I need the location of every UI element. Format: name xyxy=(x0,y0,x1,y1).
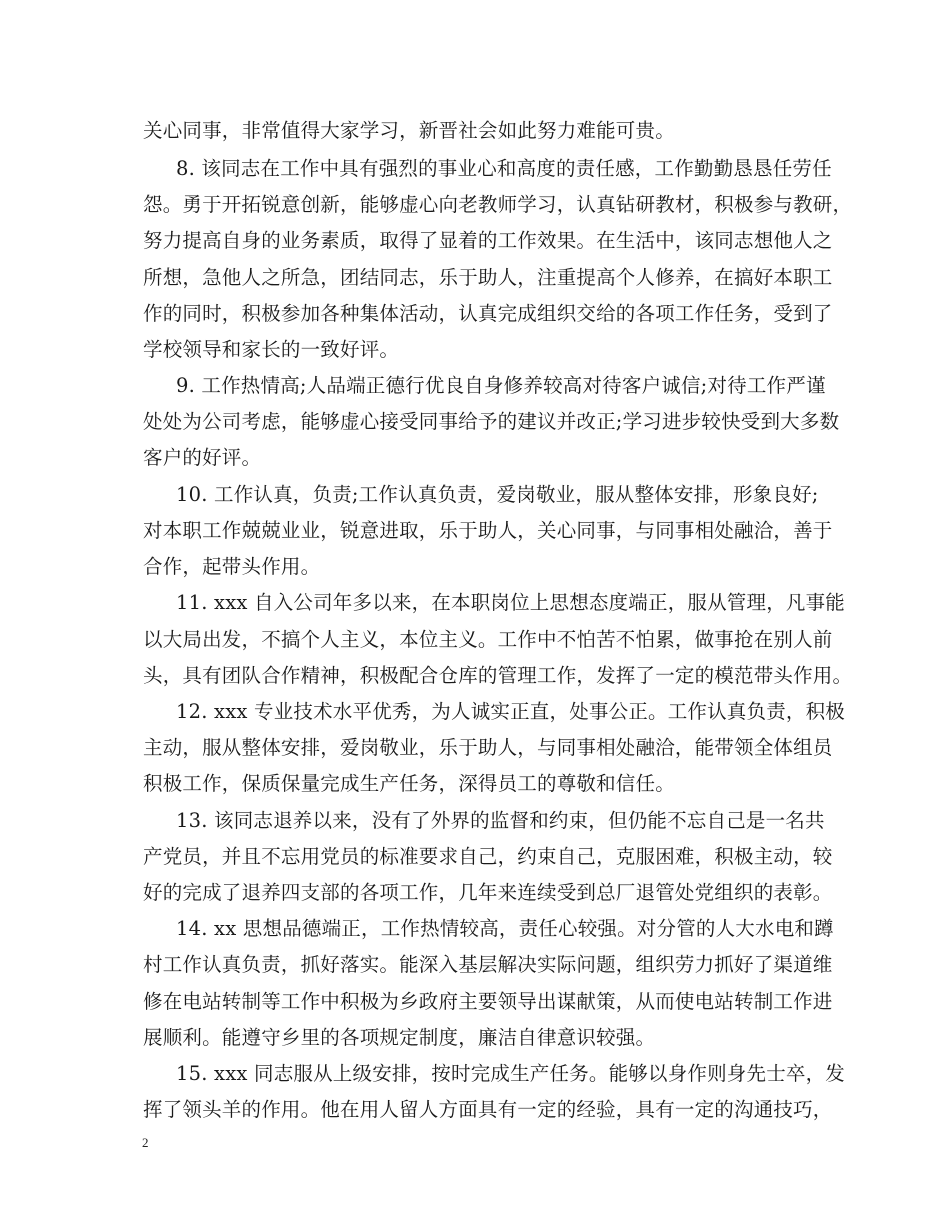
text-line: 处处为公司考虑，能够虚心接受同事给予的建议并改正;学习进步较快受到大多数 xyxy=(143,410,840,433)
paragraph-12-first-line: 12. xxx 专业技术水平优秀，为人诚实正直，处事公正。工作认真负责，积极 xyxy=(176,700,846,723)
text-line: 展顺利。能遵守乡里的各项规定制度，廉洁自律意识较强。 xyxy=(143,1026,656,1049)
text-line: 客户的好评。 xyxy=(143,446,262,469)
paragraph-11-first-line: 11. xxx 自入公司年多以来，在本职岗位上思想态度端正，服从管理，凡事能 xyxy=(176,591,846,614)
text-line: 所想，急他人之所急，团结同志，乐于助人，注重提高个人修养，在搞好本职工 xyxy=(143,266,833,289)
text-line: 对本职工作兢兢业业，锐意进取，乐于助人，关心同事，与同事相处融洽，善于 xyxy=(143,519,833,542)
text-line: 好的完成了退养四支部的各项工作，几年来连续受到总厂退管处党组织的表彰。 xyxy=(143,881,833,904)
page-number: 2 xyxy=(142,1135,149,1150)
text-line: 作的同时，积极参加各种集体活动，认真完成组织交给的各项工作任务，受到了 xyxy=(143,302,833,325)
text-line: 村工作认真负责，抓好落实。能深入基层解决实际问题，组织劳力抓好了渠道维 xyxy=(143,953,833,976)
text-line: 主动，服从整体安排，爱岗敬业，乐于助人，与同事相处融洽，能带领全体组员 xyxy=(143,736,833,759)
text-line: 学校领导和家长的一致好评。 xyxy=(143,338,400,361)
paragraph-13-first-line: 13. 该同志退养以来，没有了外界的监督和约束，但仍能不忘自己是一名共 xyxy=(176,809,825,832)
text-line: 以大局出发，不搞个人主义，本位主义。工作中不怕苦不怕累，做事抢在别人前 xyxy=(143,628,833,651)
text-line: 头，具有团队合作精神，积极配合仓库的管理工作，发挥了一定的模范带头作用。 xyxy=(143,664,853,687)
text-line: 产党员，并且不忘用党员的标准要求自己，约束自己，克服困难，积极主动，较 xyxy=(143,845,833,868)
paragraph-8-first-line: 8. 该同志在工作中具有强烈的事业心和高度的责任感，工作勤勤恳恳任劳任 xyxy=(176,157,832,180)
text-line: 挥了领头羊的作用。他在用人留人方面具有一定的经验，具有一定的沟通技巧， xyxy=(143,1098,833,1121)
text-line: 努力提高自身的业务素质，取得了显着的工作效果。在生活中，该同志想他人之 xyxy=(143,229,833,252)
paragraph-10-first-line: 10. 工作认真，负责;工作认真负责，爱岗敬业，服从整体安排，形象良好; xyxy=(176,483,819,506)
text-line: 修在电站转制等工作中积极为乡政府主要领导出谋献策，从而使电站转制工作进 xyxy=(143,990,833,1013)
text-line: 积极工作，保质保量完成生产任务，深得员工的尊敬和信任。 xyxy=(143,772,675,795)
paragraph-9-first-line: 9. 工作热情高;人品端正德行优良自身修养较高对待客户诚信;对待工作严谨 xyxy=(176,374,826,397)
paragraph-15-first-line: 15. xxx 同志服从上级安排，按时完成生产任务。能够以身作则身先士卒，发 xyxy=(176,1062,846,1085)
text-line: 关心同事，非常值得大家学习，新晋社会如此努力难能可贵。 xyxy=(143,119,675,142)
paragraph-14-first-line: 14. xx 思想品德端正，工作热情较高，责任心较强。对分管的人大水电和蹲 xyxy=(176,917,834,940)
text-line: 合作，起带头作用。 xyxy=(143,555,321,578)
text-line: 怨。勇于开拓锐意创新，能够虚心向老教师学习，认真钻研教材，积极参与教研， xyxy=(143,193,853,216)
